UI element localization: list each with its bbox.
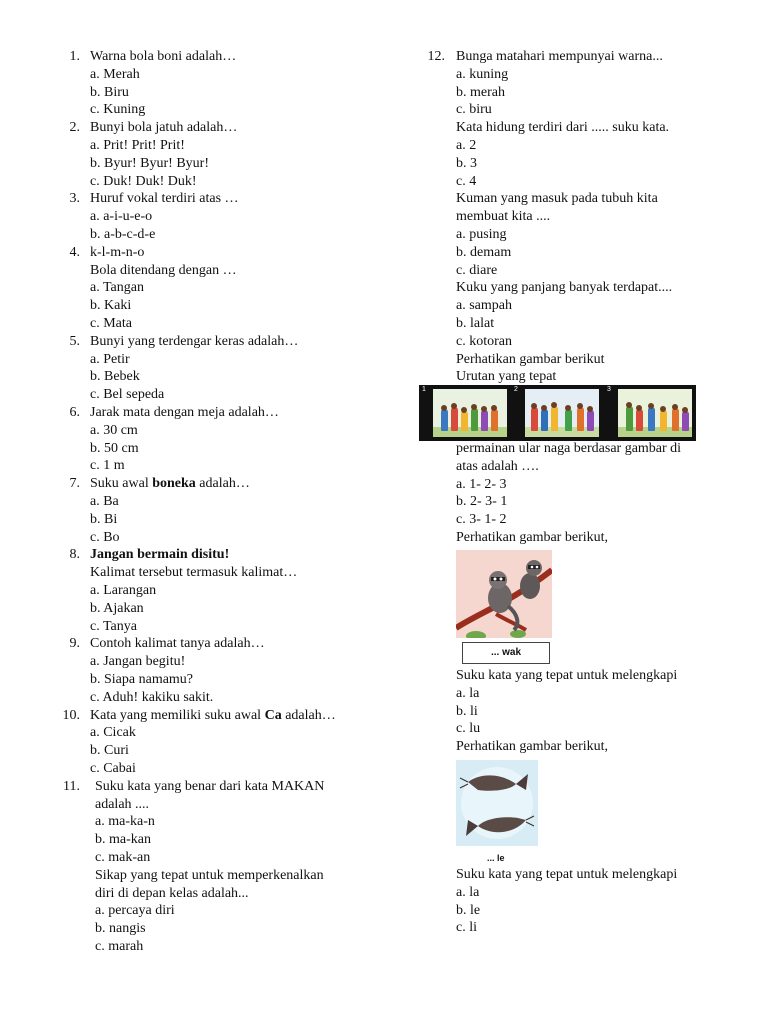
photo-number-2: 2 — [514, 386, 518, 393]
question-text: Suku kata yang benar dari kata MAKAN — [95, 778, 325, 794]
question-text: Bunyi bola jatuh adalah… — [90, 120, 238, 136]
answer-option: b. Ajakan — [90, 600, 144, 616]
question-text: diri di depan kelas adalah... — [95, 885, 249, 901]
answer-option: b. Siapa namamu? — [90, 672, 194, 687]
question-stem: Kalimat tersebut termasuk kalimat… — [90, 565, 298, 581]
answer-option: a. Cicak — [90, 725, 136, 741]
photo-number-1: 1 — [422, 386, 426, 393]
answer-option: b. nangis — [95, 921, 146, 937]
answer-option: c. 1 m — [90, 458, 125, 474]
question-number: 3. — [69, 191, 80, 207]
question-text: Suku kata yang tepat untuk melengkapi — [456, 668, 678, 683]
answer-option: c. Duk! Duk! Duk! — [90, 173, 197, 189]
answer-option: a. Jangan begitu! — [90, 654, 186, 670]
question-number: 4. — [69, 244, 80, 260]
question-text-part: adalah… — [195, 476, 250, 492]
question-text: Perhatikan gambar berikut, — [456, 530, 609, 545]
answer-option: c. lu — [456, 721, 481, 737]
answer-option: a. 2 — [456, 138, 477, 153]
answer-option: c. li — [456, 920, 477, 936]
question-text — [90, 475, 250, 492]
answer-option: a. Tangan — [90, 280, 144, 296]
answer-option: a. Petir — [90, 351, 130, 367]
question-text: k-l-m-n-o — [90, 244, 145, 260]
answer-option: a. 30 cm — [90, 422, 138, 438]
luwak-illustration — [456, 550, 552, 638]
question-text: membuat kita .... — [456, 209, 551, 225]
question-text: atas adalah …. — [456, 458, 539, 474]
question-text: Jangan bermain disitu! — [90, 547, 230, 563]
answer-option: b. Bi — [90, 511, 118, 527]
answer-option: b. lalat — [456, 316, 495, 331]
question-text: Sikap yang tepat untuk memperkenalkan — [95, 867, 324, 883]
question-text: Perhatikan gambar berikut — [456, 351, 605, 367]
answer-option: c. Bo — [90, 529, 120, 545]
question-text: Bunyi yang terdengar keras adalah… — [90, 333, 299, 349]
answer-option: c. 3- 1- 2 — [456, 512, 507, 528]
answer-option: c. 4 — [456, 173, 477, 189]
question-stem: Bola ditendang dengan … — [90, 262, 237, 278]
photo-panel-3 — [618, 389, 692, 437]
answer-option: b. 3 — [456, 155, 477, 171]
answer-option: c. Mata — [90, 316, 132, 331]
answer-option: a. Merah — [90, 66, 140, 82]
question-number: 9. — [69, 636, 80, 652]
answer-option: a. la — [456, 884, 480, 900]
answer-option: b. a-b-c-d-e — [90, 227, 156, 242]
answer-option: a. Ba — [90, 494, 119, 509]
answer-option: b. demam — [456, 244, 512, 260]
question-text-part: Suku awal — [90, 476, 153, 492]
photo-number-3: 3 — [607, 386, 611, 393]
photo-panel-2 — [525, 389, 599, 437]
answer-option: c. diare — [456, 262, 498, 278]
answer-option: b. 2- 3- 1 — [456, 494, 508, 510]
question-keyword: boneka — [152, 476, 196, 492]
answer-option: c. Tanya — [90, 618, 137, 634]
question-text: Perhatikan gambar berikut, — [456, 739, 609, 755]
question-number: 6. — [69, 405, 80, 420]
question-number: 11. — [63, 778, 80, 794]
answer-option: b. Byur! Byur! Byur! — [90, 155, 209, 171]
answer-option: a. pusing — [456, 227, 507, 242]
lele-label: ... le — [487, 853, 505, 863]
answer-option: c. marah — [95, 939, 144, 954]
answer-option: c. Kuning — [90, 102, 146, 118]
lele-illustration — [456, 760, 538, 846]
question-number: 10. — [62, 707, 80, 723]
answer-option: c. Cabai — [90, 761, 136, 776]
answer-option: b. li — [456, 703, 478, 719]
answer-option: b. ma-kan — [95, 832, 151, 848]
answer-option: b. merah — [456, 84, 505, 100]
answer-option: b. Biru — [90, 84, 129, 100]
question-text: Bunga matahari mempunyai warna... — [456, 49, 663, 64]
question-text — [90, 707, 336, 724]
question-keyword: Ca — [264, 707, 282, 723]
question-text: Jarak mata dengan meja adalah… — [90, 405, 279, 420]
question-text-part: adalah… — [281, 707, 336, 723]
question-number: 1. — [69, 49, 80, 64]
question-text-part: Kata yang memiliki suku awal — [90, 707, 265, 723]
question-number: 7. — [69, 476, 80, 492]
question-text: permainan ular naga berdasar gambar di — [456, 441, 682, 456]
question-number: 12. — [427, 49, 445, 64]
answer-option: b. Bebek — [90, 369, 140, 385]
luwak-label-box: ... wak — [462, 642, 550, 664]
answer-option: a. Larangan — [90, 583, 157, 598]
question-text: Contoh kalimat tanya adalah… — [90, 636, 265, 652]
answer-option: c. Bel sepeda — [90, 387, 165, 403]
answer-option: a. sampah — [456, 298, 512, 314]
answer-option: c. biru — [456, 102, 492, 118]
question-text: Kuku yang panjang banyak terdapat.... — [456, 280, 673, 296]
answer-option: c. Aduh! kakiku sakit. — [90, 689, 214, 705]
answer-option: a. la — [456, 685, 480, 701]
answer-option: a. ma-ka-n — [95, 814, 155, 830]
answer-option: b. Curi — [90, 743, 129, 759]
answer-option: c. mak-an — [95, 850, 151, 865]
answer-option: a. percaya diri — [95, 903, 175, 919]
answer-option: b. 50 cm — [90, 440, 139, 456]
question-text: Huruf vokal terdiri atas … — [90, 191, 239, 207]
question-number: 8. — [69, 547, 80, 563]
question-text-cont: adalah .... — [95, 796, 150, 812]
question-text: Urutan yang tepat — [456, 369, 557, 385]
answer-option: a. Prit! Prit! Prit! — [90, 138, 185, 153]
photo-panel-1 — [433, 389, 507, 437]
question-text: Warna bola boni adalah… — [90, 49, 237, 64]
answer-option: c. kotoran — [456, 333, 512, 349]
answer-option: a. kuning — [456, 66, 509, 82]
answer-option: a. 1- 2- 3 — [456, 476, 507, 492]
question-number: 5. — [69, 333, 80, 349]
answer-option: a. a-i-u-e-o — [90, 209, 153, 225]
question-text: Kata hidung terdiri dari ..... suku kata. — [456, 120, 670, 136]
answer-option: b. Kaki — [90, 298, 132, 314]
question-text: Kuman yang masuk pada tubuh kita — [456, 191, 658, 207]
ular-naga-photo-strip — [419, 385, 696, 441]
question-number: 2. — [69, 120, 80, 136]
answer-option: b. le — [456, 902, 481, 918]
question-text: Suku kata yang tepat untuk melengkapi — [456, 867, 678, 882]
